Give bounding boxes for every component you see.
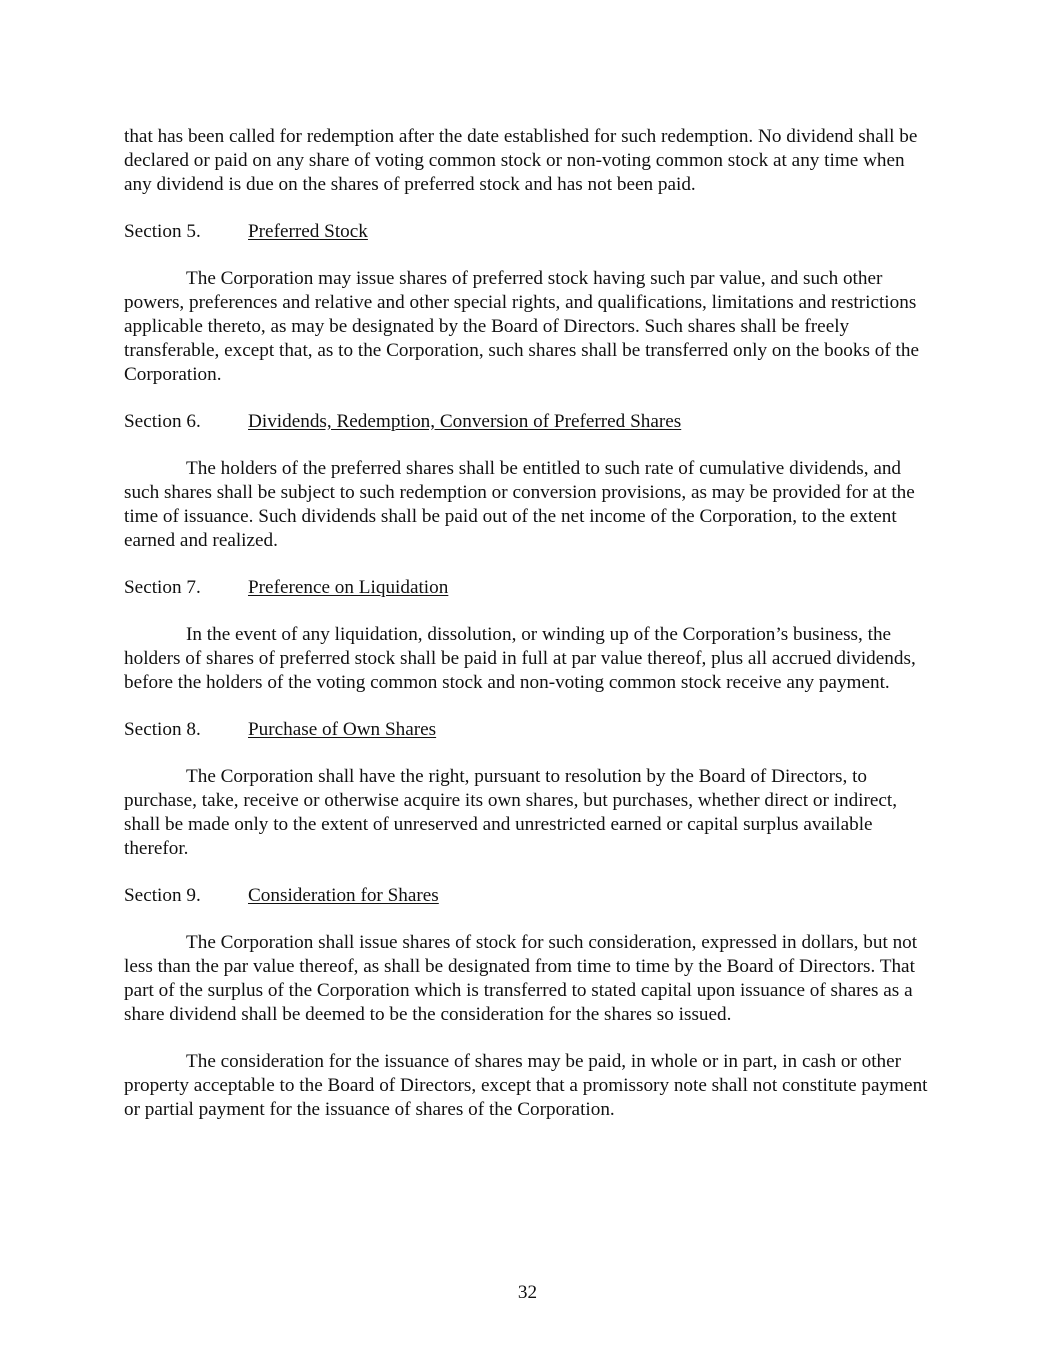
section-9-paragraph-1: The Corporation shall issue shares of stock for such consideration, expressed in dollars, but not less than the par value thereof, as shall be designated from time to time by the Board of Directors. That part of the surplus of the Corporation which is transferred to stated capital upon issuance of shares as a share dividend shall be deemed to be the consideration for the shares so issued. bbox=[124, 932, 918, 1025]
section-title: Dividends, Redemption, Conversion of Preferred Shares bbox=[248, 411, 682, 432]
section-8-paragraph: The Corporation shall have the right, pursuant to resolution by the Board of Directors, to purchase, take, receive or otherwise acquire its own shares, but purchases, whether direct or indirect, shall be made only to the extent of unreserved and unrestricted earned or capital surplus available therefor. bbox=[124, 766, 898, 859]
page-body bbox=[124, 125, 934, 1145]
section-title: Purchase of Own Shares bbox=[248, 719, 437, 740]
section-5-paragraph: The Corporation may issue shares of preferred stock having such par value, and such other powers, preferences and relative and other special rights, and qualifications, limitations and restrictions applicable thereto, as may be designated by the Board of Directors. Such shares shall be freely transferable, except that, as to the Corporation, such shares shall be transferred only on the books of the Corporation. bbox=[124, 268, 919, 385]
section-number: Section 9. bbox=[124, 885, 201, 906]
section-heading-9 bbox=[124, 884, 934, 908]
section-title: Consideration for Shares bbox=[248, 885, 439, 906]
section-heading-6 bbox=[124, 410, 934, 434]
section-6-paragraph: The holders of the preferred shares shall be entitled to such rate of cumulative dividends, and such shares shall be subject to such redemption or conversion provisions, as may be provided for at the time of issuance. Such dividends shall be paid out of the net income of the Corporation, to the extent earned and realized. bbox=[124, 458, 915, 551]
section-9-paragraph-2: The consideration for the issuance of shares may be paid, in whole or in part, in cash or other property acceptable to the Board of Directors, except that a promissory note shall not constitute payment or partial payment for the issuance of shares of the Corporation. bbox=[124, 1051, 928, 1120]
section-7-paragraph: In the event of any liquidation, dissolution, or winding up of the Corporation’s business, the holders of shares of preferred stock shall be paid in full at par value thereof, plus all accrued dividends, before the holders of the voting common stock and non-voting common stock receive any payment. bbox=[124, 624, 916, 693]
section-heading-5 bbox=[124, 220, 934, 244]
section-title: Preferred Stock bbox=[248, 221, 368, 242]
section-number: Section 5. bbox=[124, 221, 201, 242]
section-title: Preference on Liquidation bbox=[248, 577, 449, 598]
section-heading-7 bbox=[124, 576, 934, 600]
opening-paragraph: that has been called for redemption after the date established for such redemption. No dividend shall be declared or paid on any share of voting common stock or non-voting common stock at any time when any dividend is due on the shares of preferred stock and has not been paid. bbox=[124, 126, 918, 195]
section-number: Section 6. bbox=[124, 411, 201, 432]
page-number: 32 bbox=[517, 1282, 538, 1303]
section-heading-8 bbox=[124, 718, 934, 742]
section-number: Section 7. bbox=[124, 577, 201, 598]
section-number: Section 8. bbox=[124, 719, 201, 740]
